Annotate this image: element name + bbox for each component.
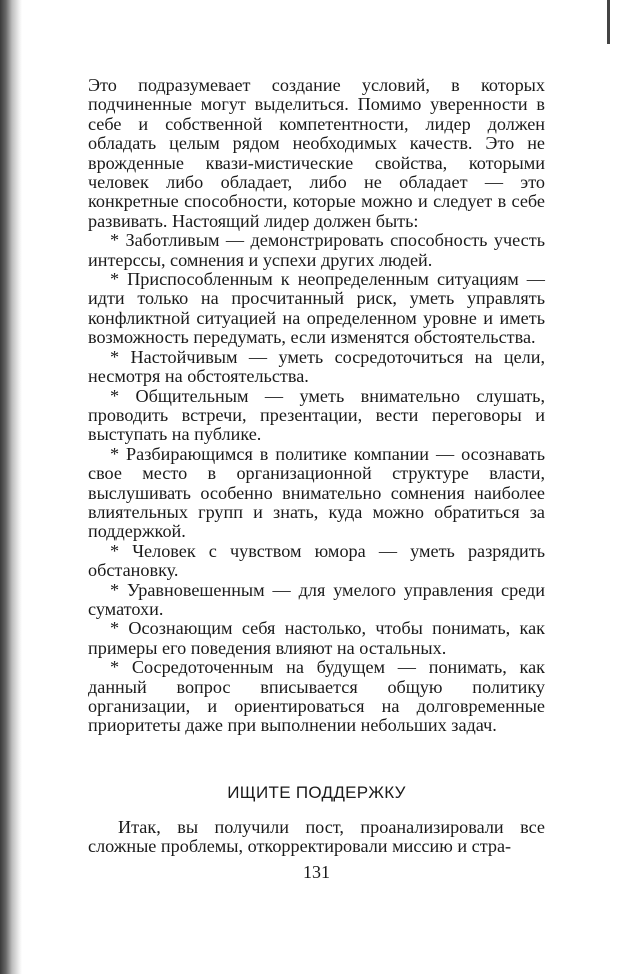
page-binding-edge — [0, 0, 22, 974]
page-number: 131 — [303, 862, 330, 882]
list-item: * Сосредоточенным на будущем — понимать, как данный вопрос вписывается общую политику организации, и ориентироваться на долговременные приоритеты даже при выполнении небольших задач. — [88, 657, 545, 736]
section-heading: ИЩИТЕ ПОДДЕРЖКУ — [227, 783, 406, 802]
page-margin-mark — [607, 0, 610, 44]
list-item: * Человек с чувством юмора — уметь разрядить обстановку. — [88, 540, 545, 581]
list-item: * Приспособленным к неопределенным ситуациям — идти только на просчитанный риск, уметь управлять конфликтной ситуацией на определенном уровне и иметь возможность передумать, если изменятся обстоятельства. — [88, 269, 545, 348]
intro-paragraph: Это подразумевает создание условий, в которых подчиненные могут выделиться. Помимо уверенности в себе и собственной компетентности, лидер должен обладать целым рядом необходимых качеств. Это не врожденные квази-мистические свойства, которыми человек либо обладает, либо не обладает — это конкретные способности, которые можно и следует в себе развивать. Настоящий лидер должен быть: — [88, 75, 545, 231]
list-item: * Настойчивым — уметь сосредоточиться на цели, несмотря на обстоятельства. — [88, 346, 545, 387]
list-item: * Уравновешенным — для умелого управления среди суматохи. — [88, 579, 545, 619]
list-item: * Разбирающимся в политике компании — осознавать свое место в организационной структуре власти, выслушивать особенно внимательно сомнения наиболее влиятельных групп и знать, куда можно обратиться за поддержкой. — [88, 443, 545, 542]
closing-paragraph: Итак, вы получили пост, проанализировали все сложные проблемы, откорректировали миссию и стра- — [88, 817, 545, 857]
body-text — [88, 76, 545, 736]
list-item: * Заботливым — демонстрировать способность учесть интерссы, сомнения и успехи других людей. — [88, 230, 545, 270]
list-item: * Осознающим себя настолько, чтобы понимать, как примеры его поведения влияют на остальных. — [88, 618, 545, 658]
list-item: * Общительным — уметь внимательно слушать, проводить встречи, презентации, вести переговоры и выступать на публике. — [88, 385, 545, 445]
